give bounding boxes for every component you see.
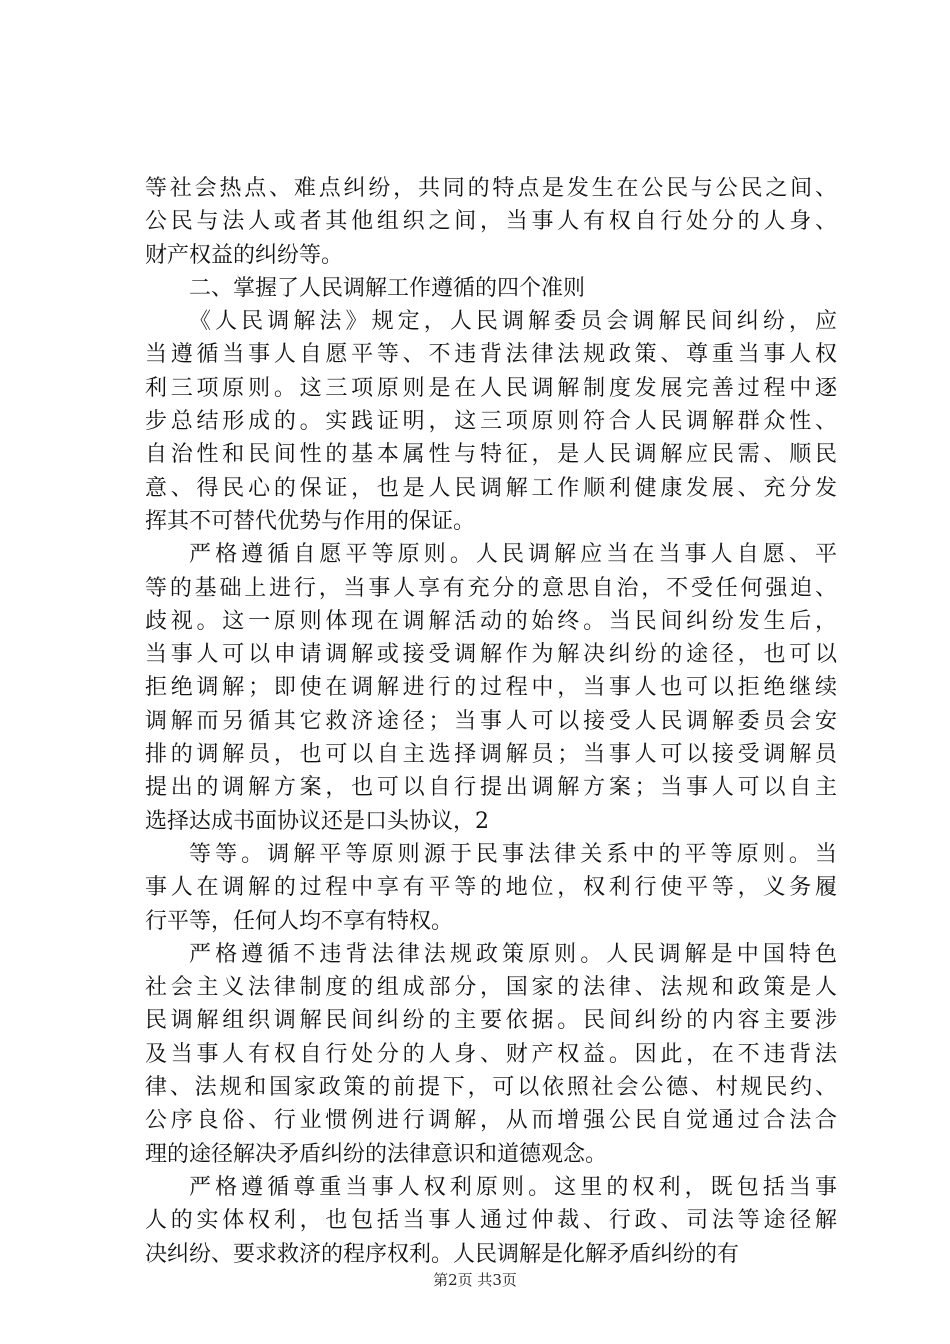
text-line: 提出的调解方案，也可以自行提出调解方案；当事人可以自主 [145,775,837,801]
text-line: 社会主义法律制度的组成部分，国家的法律、法规和政策是人 [145,975,837,1001]
text-line: 当事人可以申请调解或接受调解作为解决纠纷的途径，也可以 [145,642,837,668]
page-footer: 第2页 共3页 [433,1271,517,1289]
text-line: 等等。调解平等原则源于民事法律关系中的平等原则。当 [189,841,837,867]
text-line: 选择达成书面协议还是口头协议，2 [145,808,489,834]
text-line: 严格遵循尊重当事人权利原则。这里的权利，既包括当事 [189,1174,837,1200]
text-line: 《人民调解法》规定，人民调解委员会调解民间纠纷，应 [189,309,837,335]
text-line: 事人在调解的过程中享有平等的地位，权利行使平等，义务履 [145,875,837,901]
text-line: 二、掌握了人民调解工作遵循的四个准则 [189,275,586,301]
text-line: 公序良俗、行业惯例进行调解，从而增强公民自觉通过合法合 [145,1108,837,1134]
text-line: 行平等，任何人均不享有特权。 [145,908,454,934]
text-line: 利三项原则。这三项原则是在人民调解制度发展完善过程中逐 [145,375,837,401]
text-line: 及当事人有权自行处分的人身、财产权益。因此，在不违背法 [145,1041,837,1067]
text-line: 公民与法人或者其他组织之间，当事人有权自行处分的人身、 [145,209,837,235]
text-line: 理的途径解决矛盾纠纷的法律意识和道德观念。 [145,1141,608,1167]
paragraph [145,838,837,938]
text-line: 排的调解员，也可以自主选择调解员；当事人可以接受调解员 [145,742,837,768]
paragraph [145,1171,837,1271]
text-line: 人的实体权利，也包括当事人通过仲裁、行政、司法等途径解 [145,1208,837,1234]
text-line: 决纠纷、要求救济的程序权利。人民调解是化解矛盾纠纷的有 [145,1241,740,1267]
text-line: 财产权益的纠纷等。 [145,242,344,268]
text-line: 等社会热点、难点纠纷，共同的特点是发生在公民与公民之间、 [145,176,837,201]
text-line: 调解而另循其它救济途径；当事人可以接受人民调解委员会安 [145,708,837,734]
text-line: 律、法规和国家政策的前提下，可以依照社会公德、村规民约、 [145,1075,837,1101]
paragraph [145,172,837,272]
text-line: 自治性和民间性的基本属性与特征，是人民调解应民需、顺民 [145,442,837,468]
text-line: 严格遵循自愿平等原则。人民调解应当在当事人自愿、平 [189,542,837,568]
text-line: 民调解组织调解民间纠纷的主要依据。民间纠纷的内容主要涉 [145,1008,837,1034]
text-line: 当遵循当事人自愿平等、不违背法律法规政策、尊重当事人权 [145,342,837,368]
paragraph [145,938,837,1171]
document-body [145,172,837,1271]
text-line: 拒绝调解；即使在调解进行的过程中，当事人也可以拒绝继续 [145,675,837,701]
text-line: 等的基础上进行，当事人享有充分的意思自治，不受任何强迫、 [145,575,837,601]
paragraph [145,538,837,838]
paragraph [145,272,837,305]
text-line: 意、得民心的保证，也是人民调解工作顺利健康发展、充分发 [145,475,837,501]
text-line: 挥其不可替代优势与作用的保证。 [145,508,476,534]
text-line: 严格遵循不违背法律法规政策原则。人民调解是中国特色 [189,941,837,967]
text-line: 步总结形成的。实践证明，这三项原则符合人民调解群众性、 [145,409,837,435]
text-line: 歧视。这一原则体现在调解活动的始终。当民间纠纷发生后， [145,608,837,634]
paragraph [145,305,837,538]
